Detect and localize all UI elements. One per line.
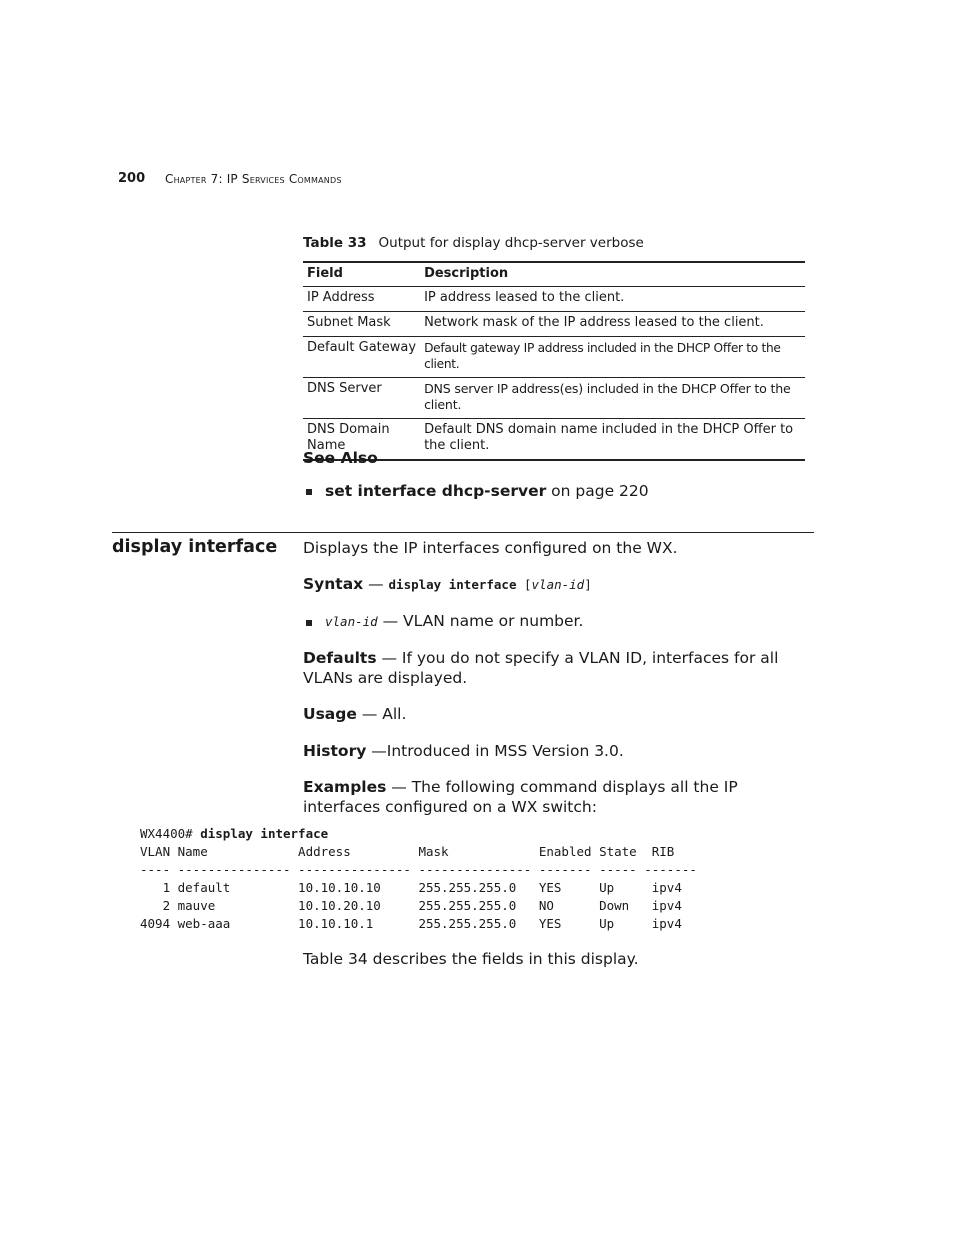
section-intro: Displays the IP interfaces configured on the WX. xyxy=(303,539,678,557)
description-cell: Default DNS domain name included in the DHCP Offer to the client. xyxy=(420,419,805,461)
table-row xyxy=(303,419,805,461)
code-line: 2 mauve 10.10.20.10 255.255.255.0 NO Down ipv4 xyxy=(140,898,682,913)
usage-paragraph xyxy=(303,704,406,724)
parameter-item xyxy=(325,611,583,632)
parameter-name: vlan-id xyxy=(325,614,378,629)
usage-text: — All. xyxy=(356,705,407,723)
table-title: Output for display dhcp-server verbose xyxy=(378,235,644,251)
code-line: ---- --------------- --------------- --------------- ------- ----- ------- xyxy=(140,862,697,877)
field-cell: IP Address xyxy=(303,287,420,312)
description-cell: DNS server IP address(es) included in the DHCP Offer to the client. xyxy=(420,378,805,419)
code-prompt: WX4400# xyxy=(140,826,201,841)
see-also-page-ref: on page 220 xyxy=(546,482,649,500)
syntax-open-bracket: [ xyxy=(516,577,532,592)
table-row xyxy=(303,337,805,378)
examples-text: — The following command displays all the IP interfaces configured on a WX switch: xyxy=(303,778,738,816)
history-label: History xyxy=(303,742,367,760)
see-also-link[interactable]: set interface dhcp-server xyxy=(325,482,547,500)
field-description-table xyxy=(303,261,805,461)
running-head: Chapter 7: IP Services Commands xyxy=(165,172,342,186)
description-cell: Network mask of the IP address leased to the client. xyxy=(420,312,805,337)
see-also-heading: See Also xyxy=(303,449,378,467)
table-row xyxy=(303,287,805,312)
section-title: display interface xyxy=(112,537,278,557)
table-header-row xyxy=(303,262,805,287)
field-cell: Default Gateway xyxy=(303,337,420,378)
syntax-line xyxy=(303,574,592,595)
usage-label: Usage xyxy=(303,705,357,723)
bullet-icon xyxy=(306,489,312,495)
defaults-paragraph xyxy=(303,648,813,688)
bullet-icon xyxy=(306,620,312,626)
defaults-text: — If you do not specify a VLAN ID, interfaces for all VLANs are displayed. xyxy=(303,649,779,687)
field-cell: Subnet Mask xyxy=(303,312,420,337)
syntax-command: display interface xyxy=(388,577,517,592)
parameter-description: — VLAN name or number. xyxy=(377,612,584,630)
table-label: Table 33 xyxy=(303,235,367,251)
history-paragraph xyxy=(303,741,624,761)
syntax-argument: vlan-id xyxy=(531,577,585,592)
syntax-dash: — xyxy=(363,575,389,593)
see-also-item xyxy=(325,481,649,501)
code-line: VLAN Name Address Mask Enabled State RIB xyxy=(140,844,675,859)
syntax-label: Syntax xyxy=(303,575,364,593)
description-cell: IP address leased to the client. xyxy=(420,287,805,312)
examples-label: Examples xyxy=(303,778,387,796)
code-example xyxy=(140,825,697,933)
history-text: —Introduced in MSS Version 3.0. xyxy=(366,742,624,760)
examples-paragraph xyxy=(303,777,783,817)
table-row xyxy=(303,378,805,419)
defaults-label: Defaults xyxy=(303,649,377,667)
code-line: 1 default 10.10.10.10 255.255.255.0 YES Up ipv4 xyxy=(140,880,682,895)
field-cell: DNS Server xyxy=(303,378,420,419)
code-command: display interface xyxy=(200,826,329,841)
column-header-field: Field xyxy=(303,262,420,287)
section-divider xyxy=(112,532,814,533)
table-row xyxy=(303,312,805,337)
table-reference-text: Table 34 describes the fields in this display. xyxy=(303,950,639,968)
code-command-line xyxy=(140,825,697,843)
code-line: 4094 web-aaa 10.10.10.1 255.255.255.0 YES Up ipv4 xyxy=(140,916,682,931)
page-number: 200 xyxy=(118,171,146,186)
description-cell: Default gateway IP address included in the DHCP Offer to the client. xyxy=(420,337,805,378)
field-cell: DNS Domain Name xyxy=(303,419,420,461)
syntax-close-bracket: ] xyxy=(584,577,592,592)
table-caption xyxy=(303,235,644,251)
column-header-description: Description xyxy=(420,262,805,287)
